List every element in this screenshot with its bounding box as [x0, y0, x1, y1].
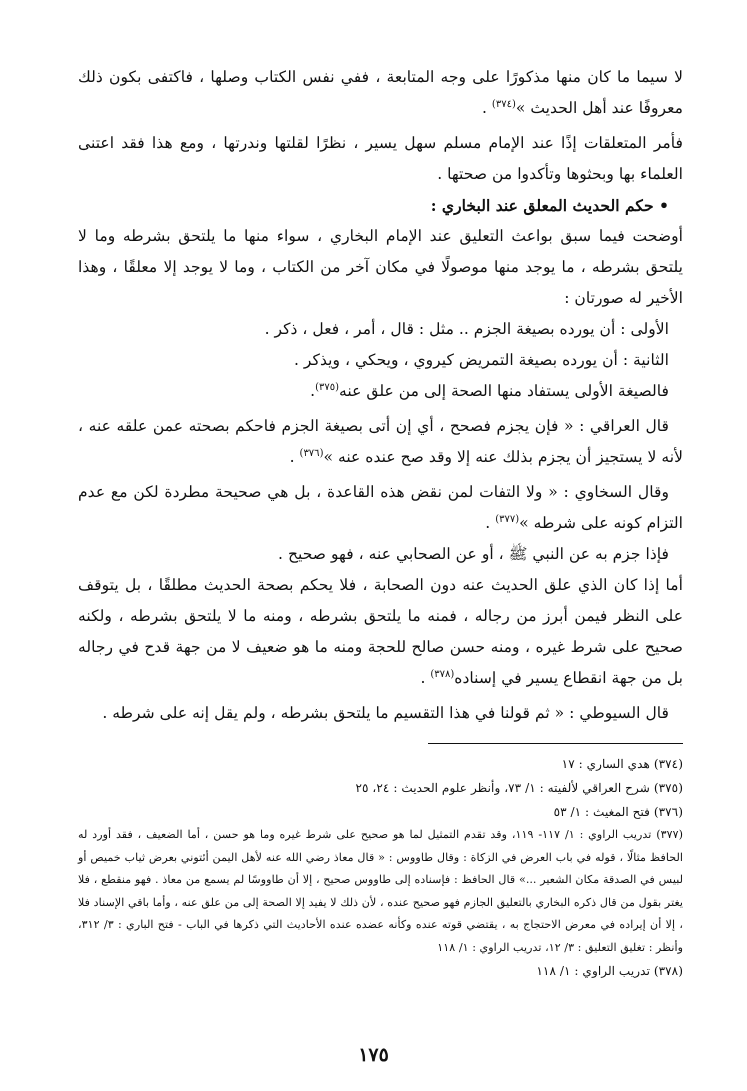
- footnote-377: (٣٧٧) تدريب الراوي : ١/ ١١٧- ١١٩، وقد تقدم التمثيل لما هو صحيح على شرط غيره وما هو حسن ، أما الضعيف ، فقد أورد له الحافظ مثالًا ، قوله في باب العرض في الزكاة : وقال طاووس : « قال معاذ رضي الله عنه لأهل اليمن أئتوني بعرض ثياب خميص أو لبيس في الصدقة مكان الشعير ...» قال الحافظ : فإسناده إلى طاووس صحيح ، إلا أن طاووسًا لم يسمع من معاذ . فهو منقطع ، فلا يغتر بقول من قال ذكره البخاري بالتعليق الجازم فهو صحيح عنده ، لأن ذلك لا يفيد إلا الصحة إلى من علق عنه ، وأما باقي الإسناد فلا ، إلا أن إيراده في معرض الاحتجاج به ، يقتضي قوته عنده وكأنه عضده عنده الأحاديث التي ذكرها في الباب - فتح الباري : ٣/ ٣١٢، وأنظر : تغليق التعليق : ٣/ ١٢، تدريب الراوي : ١/ ١١٨: [78, 828, 684, 954]
- bullet-icon: •: [659, 196, 669, 215]
- paragraph-1: لا سيما ما كان منها مذكورًا على وجه المتابعة ، ففي نفس الكتاب وصلها ، فاكتفى بكون ذلك معروفًا عند أهل الحديث »$^{(٣٧٤)}$ .: [78, 68, 683, 117]
- paragraph-4: الأولى : أن يورده بصيغة الجزم .. مثل : قال ، أمر ، فعل ، ذكر .: [264, 320, 669, 338]
- footnote-ref-375: (٣٧٥): [315, 382, 340, 393]
- footnote-divider: [428, 743, 683, 744]
- main-text: [78, 62, 683, 729]
- paragraph-7: قال العراقي : « فإن يجزم فصحح ، أي إن أتى بصيغة الجزم فاحكم بصحته عمن علقه عنه ، لأنه لا يستجيز أن يجزم بذلك عنه إلا وقد صح عنده عنه »$^{(٣٧٦)}$ .: [78, 417, 683, 466]
- footnote-ref-378: (٣٧٨): [430, 669, 455, 680]
- page-number: ١٧٥: [358, 1044, 389, 1066]
- footnote-376: (٣٧٦) فتح المغيث : ١/ ٥٣: [553, 805, 683, 819]
- paragraph-5: الثانية : أن يورده بصيغة التمريض كيروي ، ويحكي ، ويذكر .: [294, 351, 669, 369]
- footnote-ref-377: (٣٧٧): [495, 514, 520, 525]
- paragraph-9: فإذا جزم به عن النبي ﷺ ، أو عن الصحابي عنه ، فهو صحيح .: [278, 545, 669, 563]
- footnote-378: (٣٧٨) تدريب الراوي : ١/ ١١٨: [536, 964, 683, 978]
- paragraph-11: قال السيوطي : « ثم قولنا في هذا التقسيم ما يلتحق بشرطه ، ولم يقل إنه على شرطه .: [102, 704, 669, 722]
- section-heading: • حكم الحديث المعلق عند البخاري :: [430, 196, 669, 215]
- footnote-ref-374: (٣٧٤): [491, 99, 516, 110]
- footnote-ref-376: (٣٧٦): [299, 448, 324, 459]
- footnotes: [78, 752, 683, 983]
- paragraph-3: أوضحت فيما سبق بواعث التعليق عند الإمام البخاري ، سواء منها ما يلتحق بشرطه وما لا يلتحق بشرطه ، ما يوجد منها موصولًا في مكان آخر من الكتاب ، وما لا يوجد إلا معلقًا ، وهذا الأخير له صورتان :: [78, 227, 683, 307]
- paragraph-6: فالصيغة الأولى يستفاد منها الصحة إلى من علق عنه$^{(٣٧٥)}$.: [310, 382, 669, 400]
- footnote-375: (٣٧٥) شرح العراقي لألفيته : ١/ ٧٣، وأنظر علوم الحديث : ٢٤، ٢٥: [355, 781, 683, 795]
- paragraph-2: فأمر المتعلقات إذًا عند الإمام مسلم سهل يسير ، نظرًا لقلتها وندرتها ، ومع هذا فقد اعتنى العلماء بها وبحثوها وتأكدوا من صحتها .: [78, 134, 683, 183]
- footnote-374: (٣٧٤) هدي الساري : ١٧: [561, 757, 683, 771]
- paragraph-10: أما إذا كان الذي علق الحديث عنه دون الصحابة ، فلا يحكم بصحة الحديث مطلقًا ، بل يتوقف على النظر فيمن أبرز من رجاله ، فمنه ما يلتحق بشرطه ، ومنه ما لا يلتحق بشرطه ، ولكنه صحيح على شرط غيره ، ومنه حسن صالح للحجة ومنه ما هو ضعيف لا من جهة قدح في رجاله بل من جهة انقطاع يسير في إسناده$^{(٣٧٨)}$ .: [78, 576, 683, 687]
- paragraph-8: وقال السخاوي : « ولا التفات لمن نقض هذه القاعدة ، بل هي صحيحة مطردة لكن مع عدم التزام كونه على شرطه »$^{(٣٧٧)}$ .: [78, 483, 683, 532]
